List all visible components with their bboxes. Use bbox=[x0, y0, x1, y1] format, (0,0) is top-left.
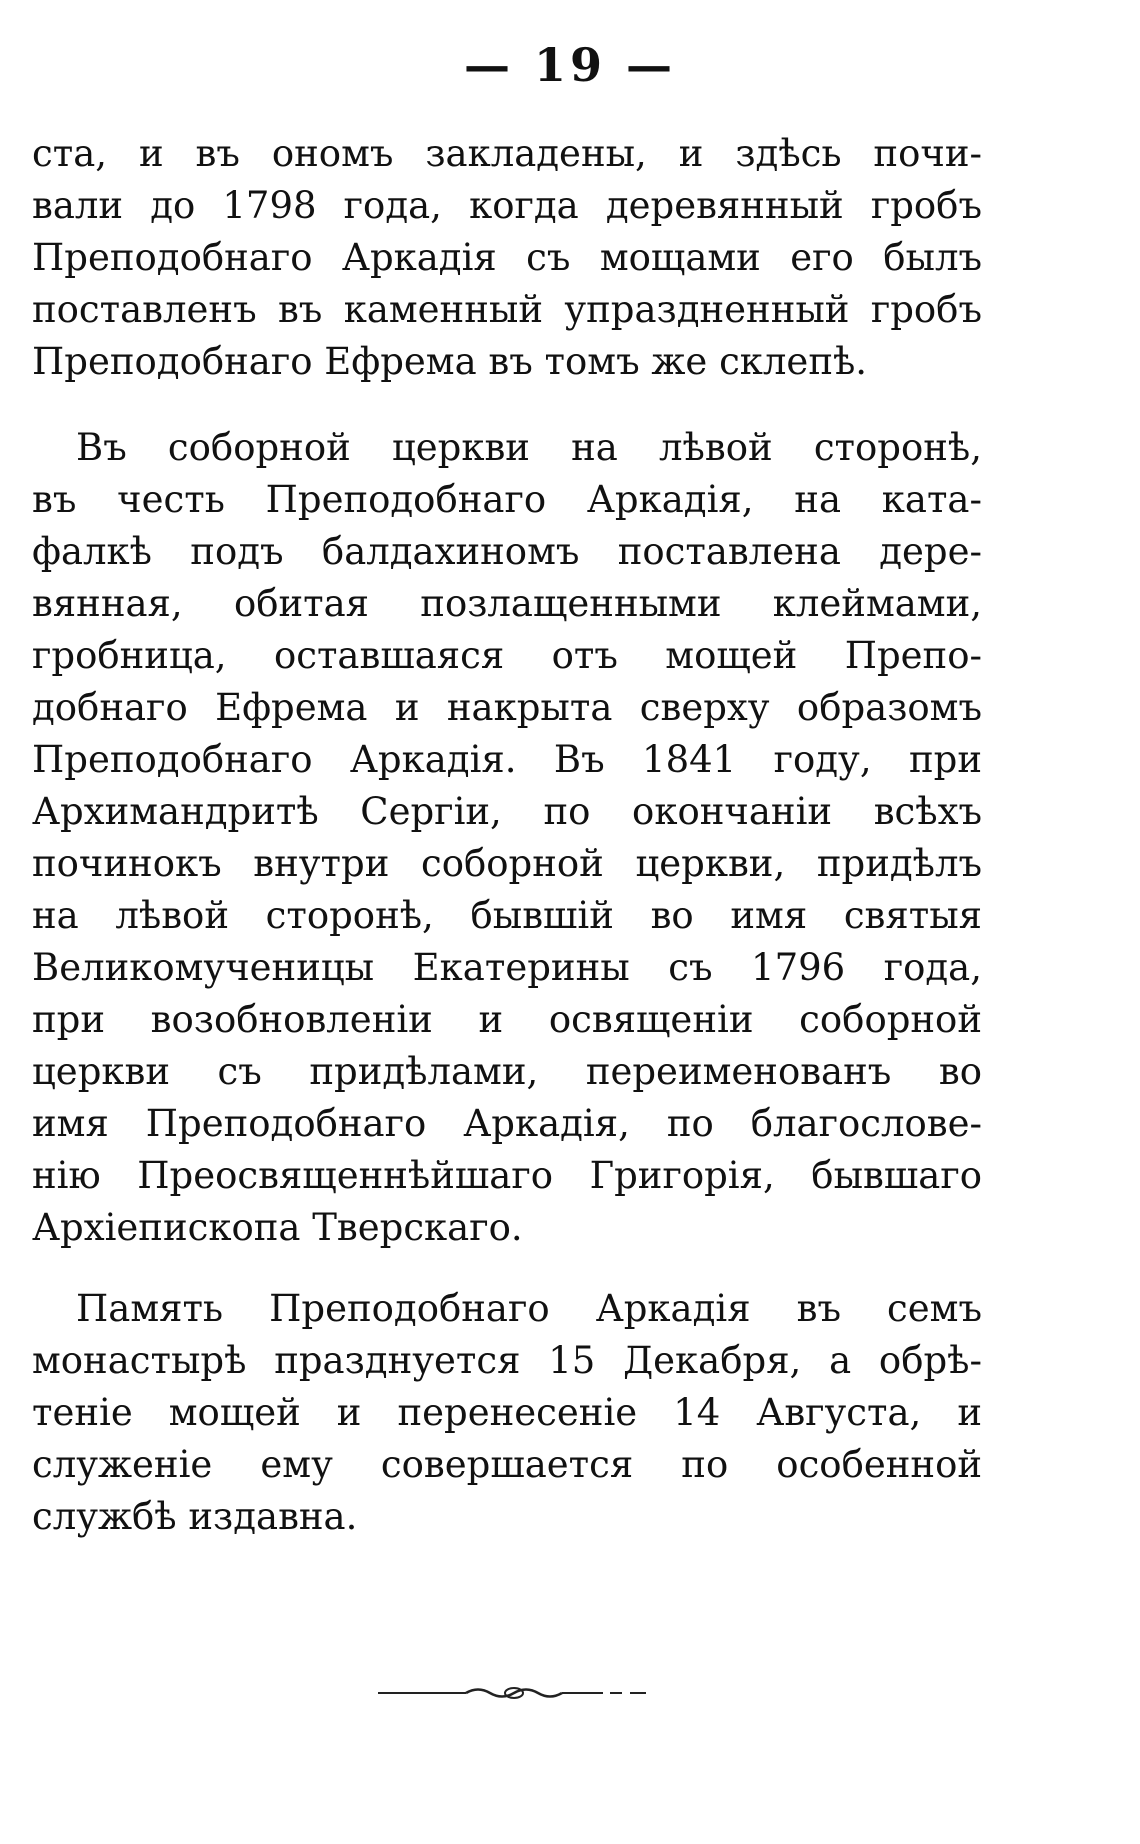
text-line: вали до 1798 года, когда деревянный гробъ bbox=[32, 184, 982, 227]
page-number: — 19 — bbox=[463, 38, 677, 92]
text-line: служеніе ему совершается по особенной bbox=[32, 1443, 982, 1486]
text-line: Великомученицы Екатерины съ 1796 года, bbox=[32, 946, 982, 989]
text-line: службѣ издавна. bbox=[32, 1495, 358, 1538]
text-line: ста, и въ ономъ закладены, и здѣсь почи- bbox=[32, 132, 982, 175]
text-line: поставленъ въ каменный упраздненный гробъ bbox=[32, 288, 982, 331]
text-line: починокъ внутри соборной церкви, придѣлъ bbox=[32, 842, 982, 885]
end-ornament-divider bbox=[378, 1680, 648, 1706]
text-line: Въ соборной церкви на лѣвой сторонѣ, bbox=[76, 426, 982, 469]
text-line: Память Преподобнаго Аркадія въ семъ bbox=[76, 1287, 982, 1330]
paragraph-3 bbox=[32, 1283, 982, 1543]
text-line: фалкѣ подъ балдахиномъ поставлена дере- bbox=[32, 530, 982, 573]
text-line: монастырѣ празднуется 15 Декабря, а обрѣ- bbox=[32, 1339, 982, 1382]
text-line: въ честь Преподобнаго Аркадія, на ката- bbox=[32, 478, 982, 521]
paragraph-1 bbox=[32, 128, 982, 388]
text-line: на лѣвой сторонѣ, бывшій во имя святыя bbox=[32, 894, 982, 937]
text-line: при возобновленіи и освященіи соборной bbox=[32, 998, 982, 1041]
text-line: добнаго Ефрема и накрыта сверху образомъ bbox=[32, 686, 982, 729]
text-line: Преподобнаго Ефрема въ томъ же склепѣ. bbox=[32, 340, 868, 383]
text-line: нію Преосвященнѣйшаго Григорія, бывшаго bbox=[32, 1154, 982, 1197]
text-line: церкви съ придѣлами, переименованъ во bbox=[32, 1050, 982, 1093]
text-line: теніе мощей и перенесеніе 14 Августа, и bbox=[32, 1391, 982, 1434]
paragraph-2 bbox=[32, 422, 982, 1254]
text-line: Архимандритѣ Сергіи, по окончаніи всѣхъ bbox=[32, 790, 982, 833]
text-line: Преподобнаго Аркадія. Въ 1841 году, при bbox=[32, 738, 982, 781]
text-line: Архіепископа Тверскаго. bbox=[32, 1206, 523, 1249]
text-line: вянная, обитая позлащенными клеймами, bbox=[32, 582, 982, 625]
text-line: имя Преподобнаго Аркадія, по благослове- bbox=[32, 1102, 982, 1145]
text-line: Преподобнаго Аркадія съ мощами его былъ bbox=[32, 236, 982, 279]
text-line: гробница, оставшаяся отъ мощей Препо- bbox=[32, 634, 982, 677]
